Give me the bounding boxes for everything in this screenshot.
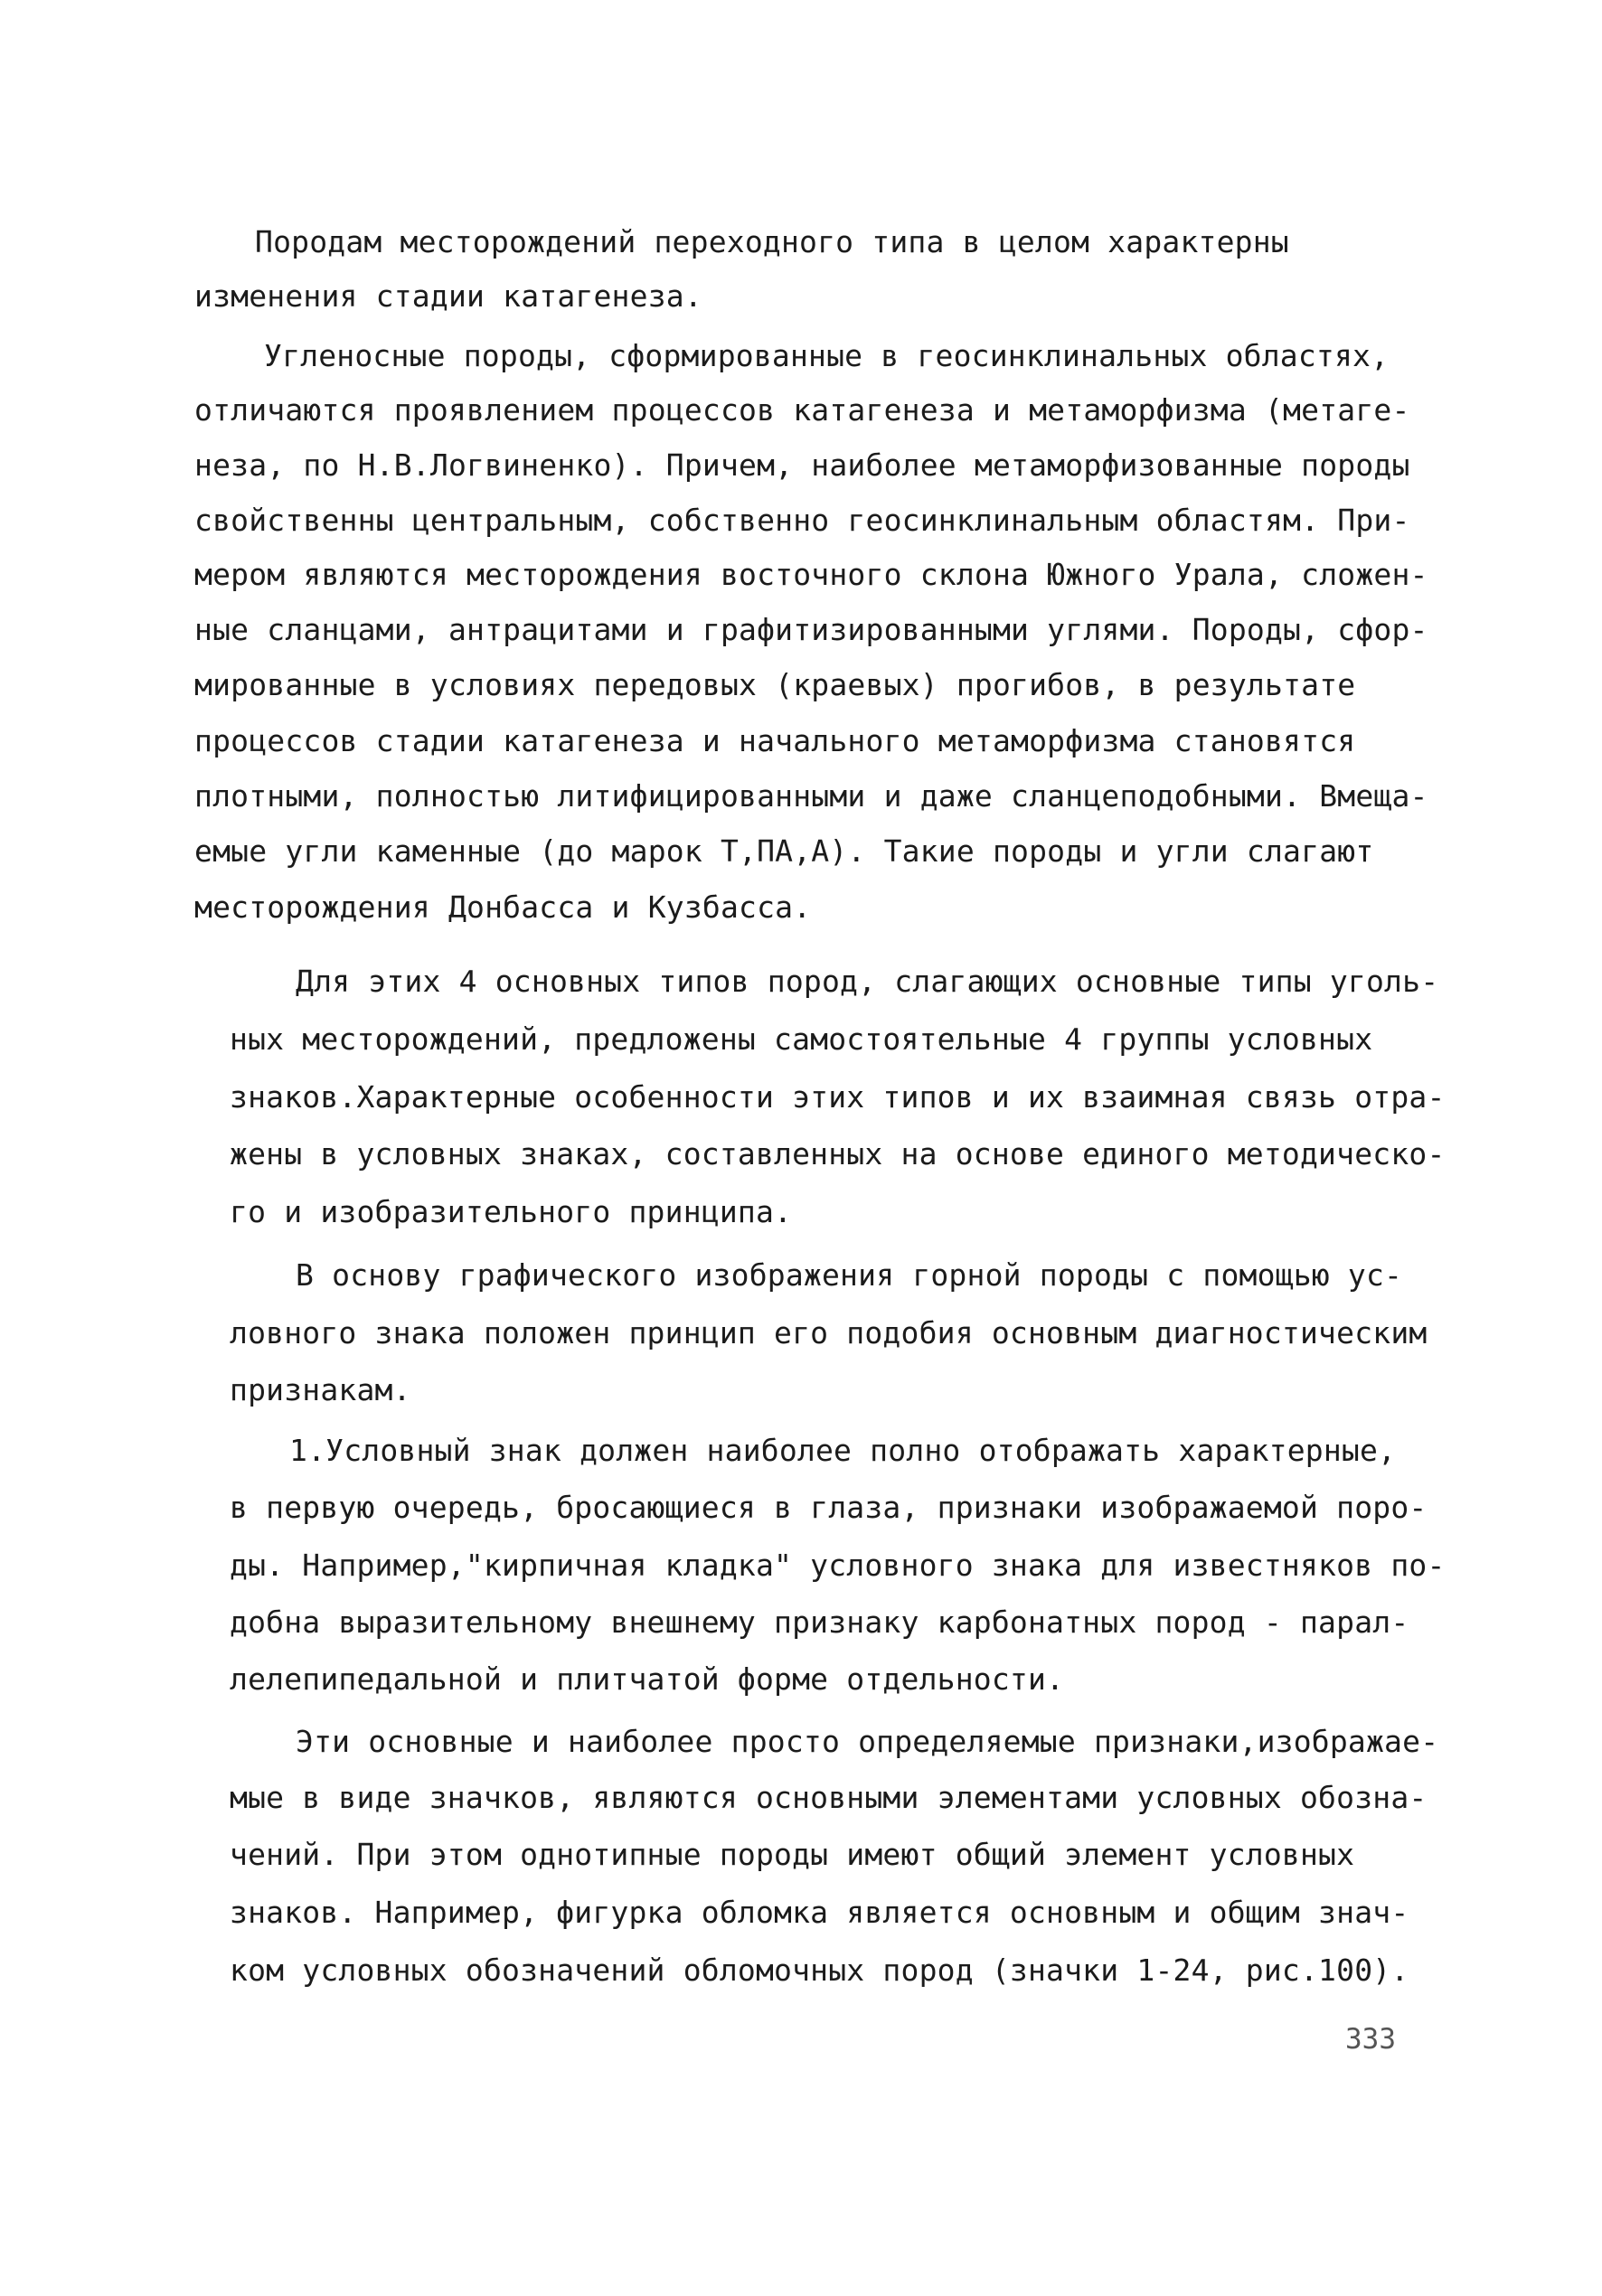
text-line: лелепипедальной и плитчатой форме отдельности. bbox=[230, 1661, 1065, 1697]
text-line: неза, по Н.В.Логвиненко). Причем, наиболее метаморфизованные породы bbox=[194, 447, 1410, 483]
text-line: Породам месторождений переходного типа в целом характерны bbox=[255, 224, 1289, 259]
text-line: плотными, полностью литифицированными и даже сланцеподобными. Вмеща- bbox=[194, 778, 1428, 814]
text-line: месторождения Донбасса и Кузбасса. bbox=[194, 889, 812, 925]
text-line: мые в виде значков, являются основными элементами условных обозна- bbox=[230, 1780, 1428, 1815]
text-line: мированные в условиях передовых (краевых) прогибов, в результате bbox=[194, 667, 1356, 702]
text-line: мером являются месторождения восточного склона Южного Урала, сложен- bbox=[194, 557, 1428, 592]
text-line: ды. Например,"кирпичная кладка" условного знака для известняков по- bbox=[230, 1548, 1446, 1583]
text-line: В основу графического изображения горной породы с помощью ус- bbox=[296, 1257, 1403, 1293]
text-line: ком условных обозначений обломочных пород (значки 1-24, рис.100). bbox=[230, 1953, 1409, 1988]
text-line: свойственны центральным, собственно геосинклинальным областям. При- bbox=[194, 503, 1410, 538]
text-line: чений. При этом однотипные породы имеют общий элемент условных bbox=[230, 1837, 1355, 1872]
text-line: знаков.Характерные особенности этих типов и их взаимная связь отра- bbox=[230, 1079, 1446, 1115]
text-line: процессов стадии катагенеза и начального метаморфизма становятся bbox=[194, 723, 1356, 758]
text-line: 1.Условный знак должен наиболее полно отображать характерные, bbox=[289, 1433, 1397, 1468]
text-line: знаков. Например, фигурка обломка является основным и общим знач- bbox=[230, 1895, 1409, 1930]
text-line: добна выразительному внешнему признаку карбонатных пород - парал- bbox=[230, 1604, 1409, 1640]
text-line: го и изобразительного принципа. bbox=[230, 1194, 793, 1229]
text-line: емые угли каменные (до марок Т,ПА,А). Такие породы и угли слагают bbox=[194, 833, 1374, 869]
page-number: 333 bbox=[1345, 2023, 1396, 2056]
text-line: жены в условных знаках, составленных на основе единого методическо- bbox=[230, 1136, 1446, 1172]
text-line: отличаются проявлением процессов катагенеза и метаморфизма (метаге- bbox=[194, 392, 1410, 428]
text-line: ных месторождений, предложены самостоятельные 4 группы условных bbox=[230, 1021, 1373, 1057]
text-line: Для этих 4 основных типов пород, слагающих основные типы уголь- bbox=[296, 964, 1439, 999]
text-line: в первую очередь, бросающиеся в глаза, признаки изображаемой поро- bbox=[230, 1490, 1428, 1525]
text-line: признакам. bbox=[230, 1372, 411, 1407]
text-line: ловного знака положен принцип его подобия основным диагностическим bbox=[230, 1315, 1428, 1350]
text-line: ные сланцами, антрацитами и графитизированными углями. Породы, сфор- bbox=[194, 612, 1428, 647]
text-line: Угленосные породы, сформированные в геосинклинальных областях, bbox=[264, 338, 1390, 373]
text-line: изменения стадии катагенеза. bbox=[194, 278, 702, 314]
text-line: Эти основные и наиболее просто определяемые признаки,изображае- bbox=[296, 1724, 1439, 1759]
